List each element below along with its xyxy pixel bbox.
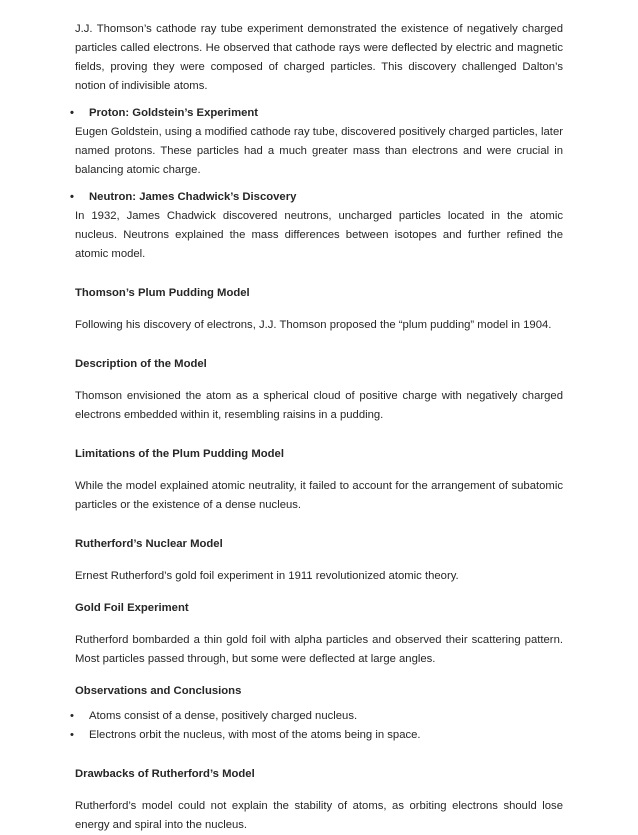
observations-heading: Observations and Conclusions (75, 685, 242, 697)
gold-foil-paragraph: Rutherford bombarded a thin gold foil with alpha particles and observed their scattering pattern. Most particles passed through, but some were deflected at large angles. (75, 634, 563, 665)
bullet-icon: • (70, 729, 74, 741)
neutron-heading-text: Neutron: James Chadwick’s Discovery (89, 191, 297, 203)
neutron-paragraph: In 1932, James Chadwick discovered neutrons, uncharged particles located in the atomic nucleus. Neutrons explained the mass differences between isotopes and further refined the atomic model. (75, 210, 563, 260)
list-item (70, 726, 563, 745)
rutherford-heading: Rutherford’s Nuclear Model (75, 538, 223, 550)
bullet-icon: • (70, 107, 74, 119)
plum-pudding-paragraph: Following his discovery of electrons, J.J. Thomson proposed the “plum pudding” model in 1904. (75, 319, 552, 331)
electron-paragraph: J.J. Thomson’s cathode ray tube experiment demonstrated the existence of negatively charged particles called electrons. He observed that cathode rays were deflected by electric and magnetic fields, proving they were composed of charged particles. This discovery challenged Dalton’s notion of indivisible atoms. (75, 23, 563, 92)
description-paragraph: Thomson envisioned the atom as a spherical cloud of positive charge with negatively charged electrons embedded within it, resembling raisins in a pudding. (75, 390, 563, 421)
plum-pudding-heading: Thomson’s Plum Pudding Model (75, 287, 250, 299)
rutherford-paragraph: Ernest Rutherford’s gold foil experiment in 1911 revolutionized atomic theory. (75, 570, 459, 582)
drawbacks-heading: Drawbacks of Rutherford’s Model (75, 768, 255, 780)
limitations-paragraph: While the model explained atomic neutrality, it failed to account for the arrangement of subatomic particles or the existence of a dense nucleus. (75, 480, 563, 511)
drawbacks-paragraph: Rutherford’s model could not explain the stability of atoms, as orbiting electrons should lose energy and spiral into the nucleus. (75, 800, 563, 831)
document-page (70, 20, 563, 835)
bullet-icon: • (70, 710, 74, 722)
proton-heading (70, 104, 563, 123)
proton-heading-text: Proton: Goldstein’s Experiment (89, 107, 259, 119)
bullet-icon: • (70, 191, 74, 203)
list-item-text: Atoms consist of a dense, positively charged nucleus. (89, 710, 358, 722)
proton-paragraph: Eugen Goldstein, using a modified cathode ray tube, discovered positively charged particles, later named protons. These particles had a much greater mass than electrons and were crucial in balancing atomic charge. (75, 126, 563, 176)
observations-list (70, 707, 563, 745)
list-item-text: Electrons orbit the nucleus, with most of the atoms being in space. (89, 729, 421, 741)
gold-foil-heading: Gold Foil Experiment (75, 602, 189, 614)
list-item (70, 707, 563, 726)
description-heading: Description of the Model (75, 358, 207, 370)
neutron-heading (70, 188, 563, 207)
limitations-heading: Limitations of the Plum Pudding Model (75, 448, 284, 460)
